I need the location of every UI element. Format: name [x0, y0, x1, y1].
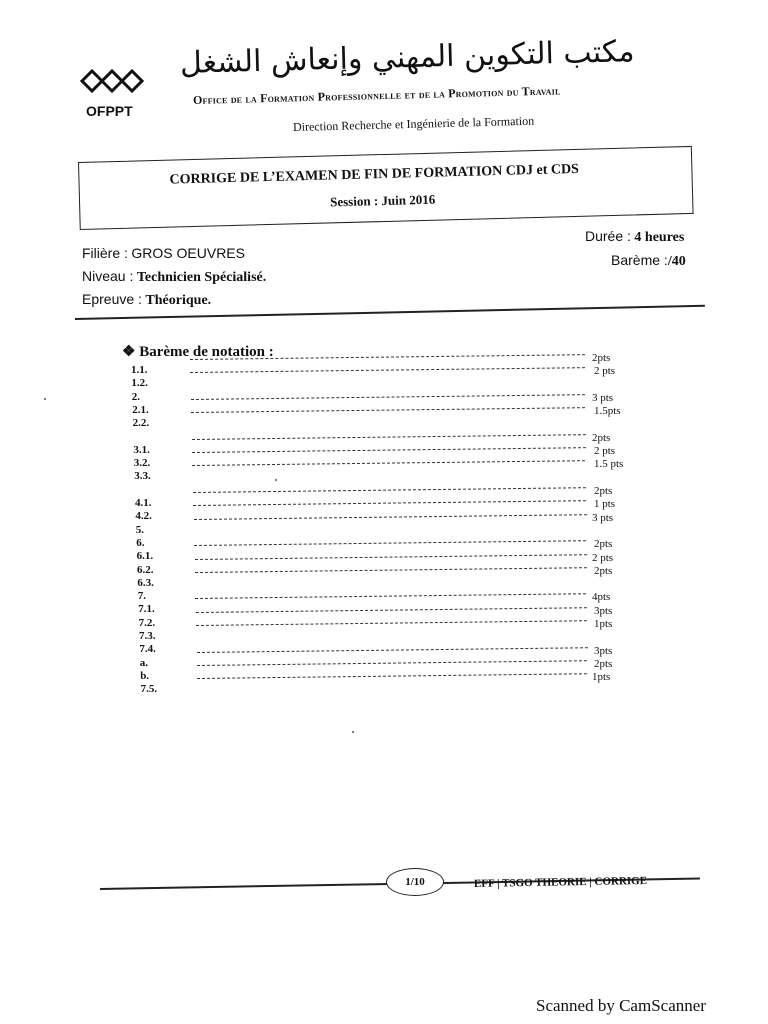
row-points: 2 pts	[592, 551, 614, 564]
filiere-label: Filière :	[82, 245, 128, 261]
row-dotted-line	[197, 647, 588, 653]
speck	[44, 398, 46, 400]
epreuve-label: Epreuve :	[82, 291, 142, 307]
duree-value: 4 heures	[634, 230, 685, 245]
bareme-label: Barème :	[611, 252, 668, 268]
row-label: 3.1.	[133, 443, 150, 456]
row-dotted-line	[196, 620, 587, 626]
row-label: 2.2.	[132, 417, 150, 430]
row-dotted-line	[191, 394, 585, 400]
row-points: 2pts	[592, 352, 611, 364]
row-points: 3 pts	[592, 391, 614, 404]
niveau-label: Niveau :	[82, 268, 134, 284]
row-label: 7.2.	[138, 616, 156, 629]
duree	[585, 228, 684, 246]
row-points: 3pts	[594, 604, 613, 617]
row-label: 1.1.	[131, 364, 148, 376]
footer-code: EFF | TSGO THEORIE | CORRIGE	[473, 874, 648, 890]
row-dotted-line	[192, 461, 585, 467]
row-points: 4pts	[592, 591, 611, 604]
session: Session : Juin 2016	[329, 191, 436, 210]
row-points: 2pts	[592, 431, 611, 444]
epreuve	[82, 291, 211, 309]
row-points: 3 pts	[592, 511, 614, 524]
diamond-bullet-icon: ❖	[122, 344, 136, 360]
row-label: 2.	[131, 390, 141, 403]
row-points: 3pts	[594, 644, 613, 657]
duree-label: Durée :	[585, 228, 631, 244]
direction-name: Direction Recherche et Ingénierie de la Formation	[292, 113, 535, 134]
row-label: 4.2.	[135, 510, 152, 523]
row-label: 6.1.	[136, 550, 154, 563]
row-label: 1.2.	[131, 377, 148, 390]
speck	[275, 479, 277, 481]
row-label: 3.3.	[134, 470, 151, 483]
row-label: 7.1.	[138, 603, 155, 616]
row-label: 5.	[135, 523, 145, 536]
row-points: 1pts	[592, 671, 611, 684]
row-label: 7.5.	[140, 683, 158, 696]
ofppt-logo-icon	[80, 66, 146, 96]
row-dotted-line	[197, 660, 587, 666]
bareme-title-text: Barème de notation :	[139, 344, 274, 360]
row-label: 6.	[136, 536, 145, 549]
row-dotted-line	[190, 367, 585, 373]
row-points: 1.5pts	[594, 405, 621, 418]
row-dotted-line	[196, 607, 587, 613]
office-name: Office de la Formation Professionnelle et de la Promotion du Travail	[192, 83, 561, 107]
row-label: a.	[139, 656, 149, 669]
row-dotted-line	[195, 594, 586, 600]
row-points: 2pts	[594, 485, 613, 497]
row-points: 1.5 pts	[594, 458, 624, 471]
bareme-value: /40	[667, 254, 686, 269]
row-points: 1 pts	[594, 498, 616, 511]
row-points: 2 pts	[594, 445, 616, 458]
row-dotted-line	[193, 487, 586, 493]
row-dotted-line	[197, 673, 587, 679]
row-dotted-line	[192, 447, 586, 453]
niveau-value: Technicien Spécialisé.	[136, 270, 267, 285]
row-label: 7.	[137, 590, 147, 603]
row-dotted-line	[194, 554, 586, 560]
row-dotted-line	[192, 434, 586, 440]
filiere-value: GROS OEUVRES	[131, 245, 245, 261]
row-dotted-line	[194, 540, 586, 546]
arabic-title: مكتب التكوين المهني وإنعاش الشغل	[179, 34, 635, 81]
watermark: Scanned by CamScanner	[536, 996, 706, 1015]
page-number: 1/10	[386, 868, 444, 896]
row-dotted-line	[193, 500, 586, 506]
row-label: 2.1.	[132, 403, 149, 416]
row-label: 7.3.	[139, 630, 156, 642]
epreuve-value: Théorique.	[145, 293, 212, 308]
logo-text: OFPPT	[86, 103, 133, 119]
row-points: 2pts	[594, 657, 613, 670]
speck	[352, 731, 354, 733]
exam-title: CORRIGE DE L’EXAMEN DE FIN DE FORMATION CDJ et CDS	[169, 161, 580, 188]
row-label: 4.1.	[135, 497, 152, 509]
bareme-total	[611, 252, 686, 270]
filiere	[82, 245, 245, 263]
row-label: 3.2.	[133, 457, 151, 470]
row-dotted-line	[191, 407, 585, 413]
niveau	[82, 268, 266, 286]
row-label: 6.3.	[137, 576, 154, 589]
row-label: b.	[140, 669, 150, 682]
row-label: 6.2.	[137, 563, 154, 576]
row-dotted-line	[194, 514, 587, 520]
row-dotted-line	[195, 567, 587, 573]
row-points: 1pts	[594, 618, 613, 630]
row-points: 2pts	[594, 538, 613, 551]
row-label: 7.4.	[139, 643, 156, 656]
title-box	[78, 146, 694, 230]
row-points: 2pts	[594, 564, 613, 577]
row-points: 2 pts	[594, 365, 616, 378]
